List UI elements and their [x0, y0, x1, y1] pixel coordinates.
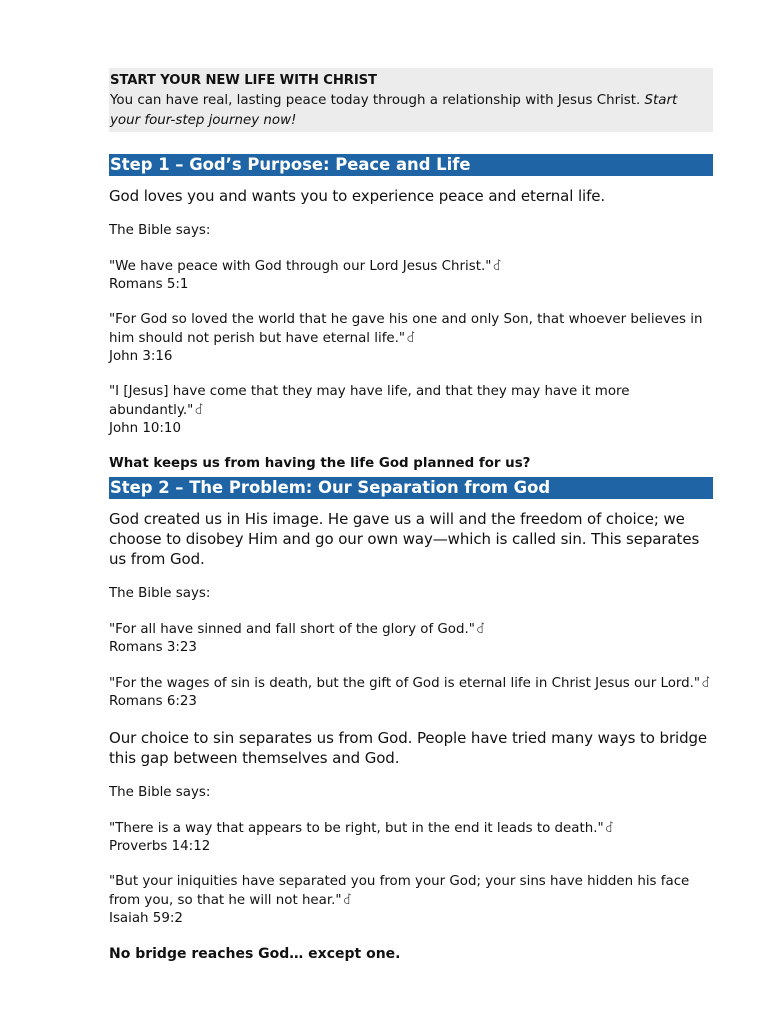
intro-box	[109, 68, 713, 132]
verse-reference: Proverbs 14:12	[109, 839, 211, 854]
verse-text: "I [Jesus] have come that they may have life, and that they may have it more abundantly."	[109, 384, 630, 418]
intro-body	[110, 91, 711, 131]
verse-mark-icon: ꁐ	[475, 622, 486, 636]
verse-reference: Isaiah 59:2	[109, 911, 183, 926]
verse-mark-icon: ꁐ	[492, 259, 502, 273]
verse-reference: John 3:16	[109, 349, 173, 364]
verse-text: "For God so loved the world that he gave his one and only Son, that whoever believes in him should not perish but have eternal life."	[109, 312, 703, 346]
verse-text: "For the wages of sin is death, but the gift of God is eternal life in Christ Jesus our Lord."	[109, 676, 701, 691]
step1-bible-says: The Bible says:	[109, 223, 211, 238]
step1-verse-1	[109, 257, 713, 294]
verse-text: "There is a way that appears to be right, but in the end it leads to death."	[109, 821, 604, 836]
verse-mark-icon: ꁐ	[194, 403, 204, 417]
step2-verse-2	[109, 674, 713, 711]
verse-mark-icon: ꁐ	[342, 893, 352, 907]
verse-reference: John 10:10	[109, 421, 181, 436]
step1-question: What keeps us from having the life God planned for us?	[109, 456, 531, 471]
step2-lead: God created us in His image. He gave us a will and the freedom of choice; we choose to disobey Him and go our own way—which is called sin. This separates us from God.	[109, 510, 700, 568]
document-page	[109, 68, 713, 963]
step2-verse-4	[109, 873, 713, 928]
step1-header: Step 1 – God’s Purpose: Peace and Life	[109, 154, 713, 176]
verse-text: "For all have sinned and fall short of the glory of God."	[109, 622, 475, 637]
step2-verse-1	[109, 620, 713, 657]
step2-header: Step 2 – The Problem: Our Separation from God	[109, 477, 713, 499]
step1-verse-3	[109, 383, 713, 438]
verse-text: "But your iniquities have separated you from your God; your sins have hidden his face from you, so that he will not hear."	[109, 874, 690, 908]
step2-lead-2: Our choice to sin separates us from God. People have tried many ways to bridge this gap between themselves and God.	[109, 729, 708, 767]
verse-reference: Romans 3:23	[109, 640, 197, 655]
step1-lead: God loves you and wants you to experience peace and eternal life.	[109, 187, 606, 205]
verse-reference: Romans 6:23	[109, 694, 197, 709]
verse-reference: Romans 5:1	[109, 277, 189, 292]
step2-closing: No bridge reaches God… except one.	[109, 946, 401, 962]
verse-mark-icon: ꁐ	[406, 331, 416, 345]
step1-verse-2	[109, 311, 713, 366]
verse-text: "We have peace with God through our Lord Jesus Christ."	[109, 259, 492, 274]
intro-text: You can have real, lasting peace today through a relationship with Jesus Christ.	[110, 93, 645, 108]
verse-mark-icon: ꁐ	[701, 676, 711, 690]
step2-bible-says: The Bible says:	[109, 586, 211, 601]
intro-call-to-action: Start your four-step journey now!	[110, 93, 678, 128]
step2-bible-says-2: The Bible says:	[109, 785, 211, 800]
intro-title: START YOUR NEW LIFE WITH CHRIST	[110, 73, 377, 88]
step2-verse-3	[109, 819, 713, 856]
verse-mark-icon: ꁐ	[604, 821, 614, 835]
